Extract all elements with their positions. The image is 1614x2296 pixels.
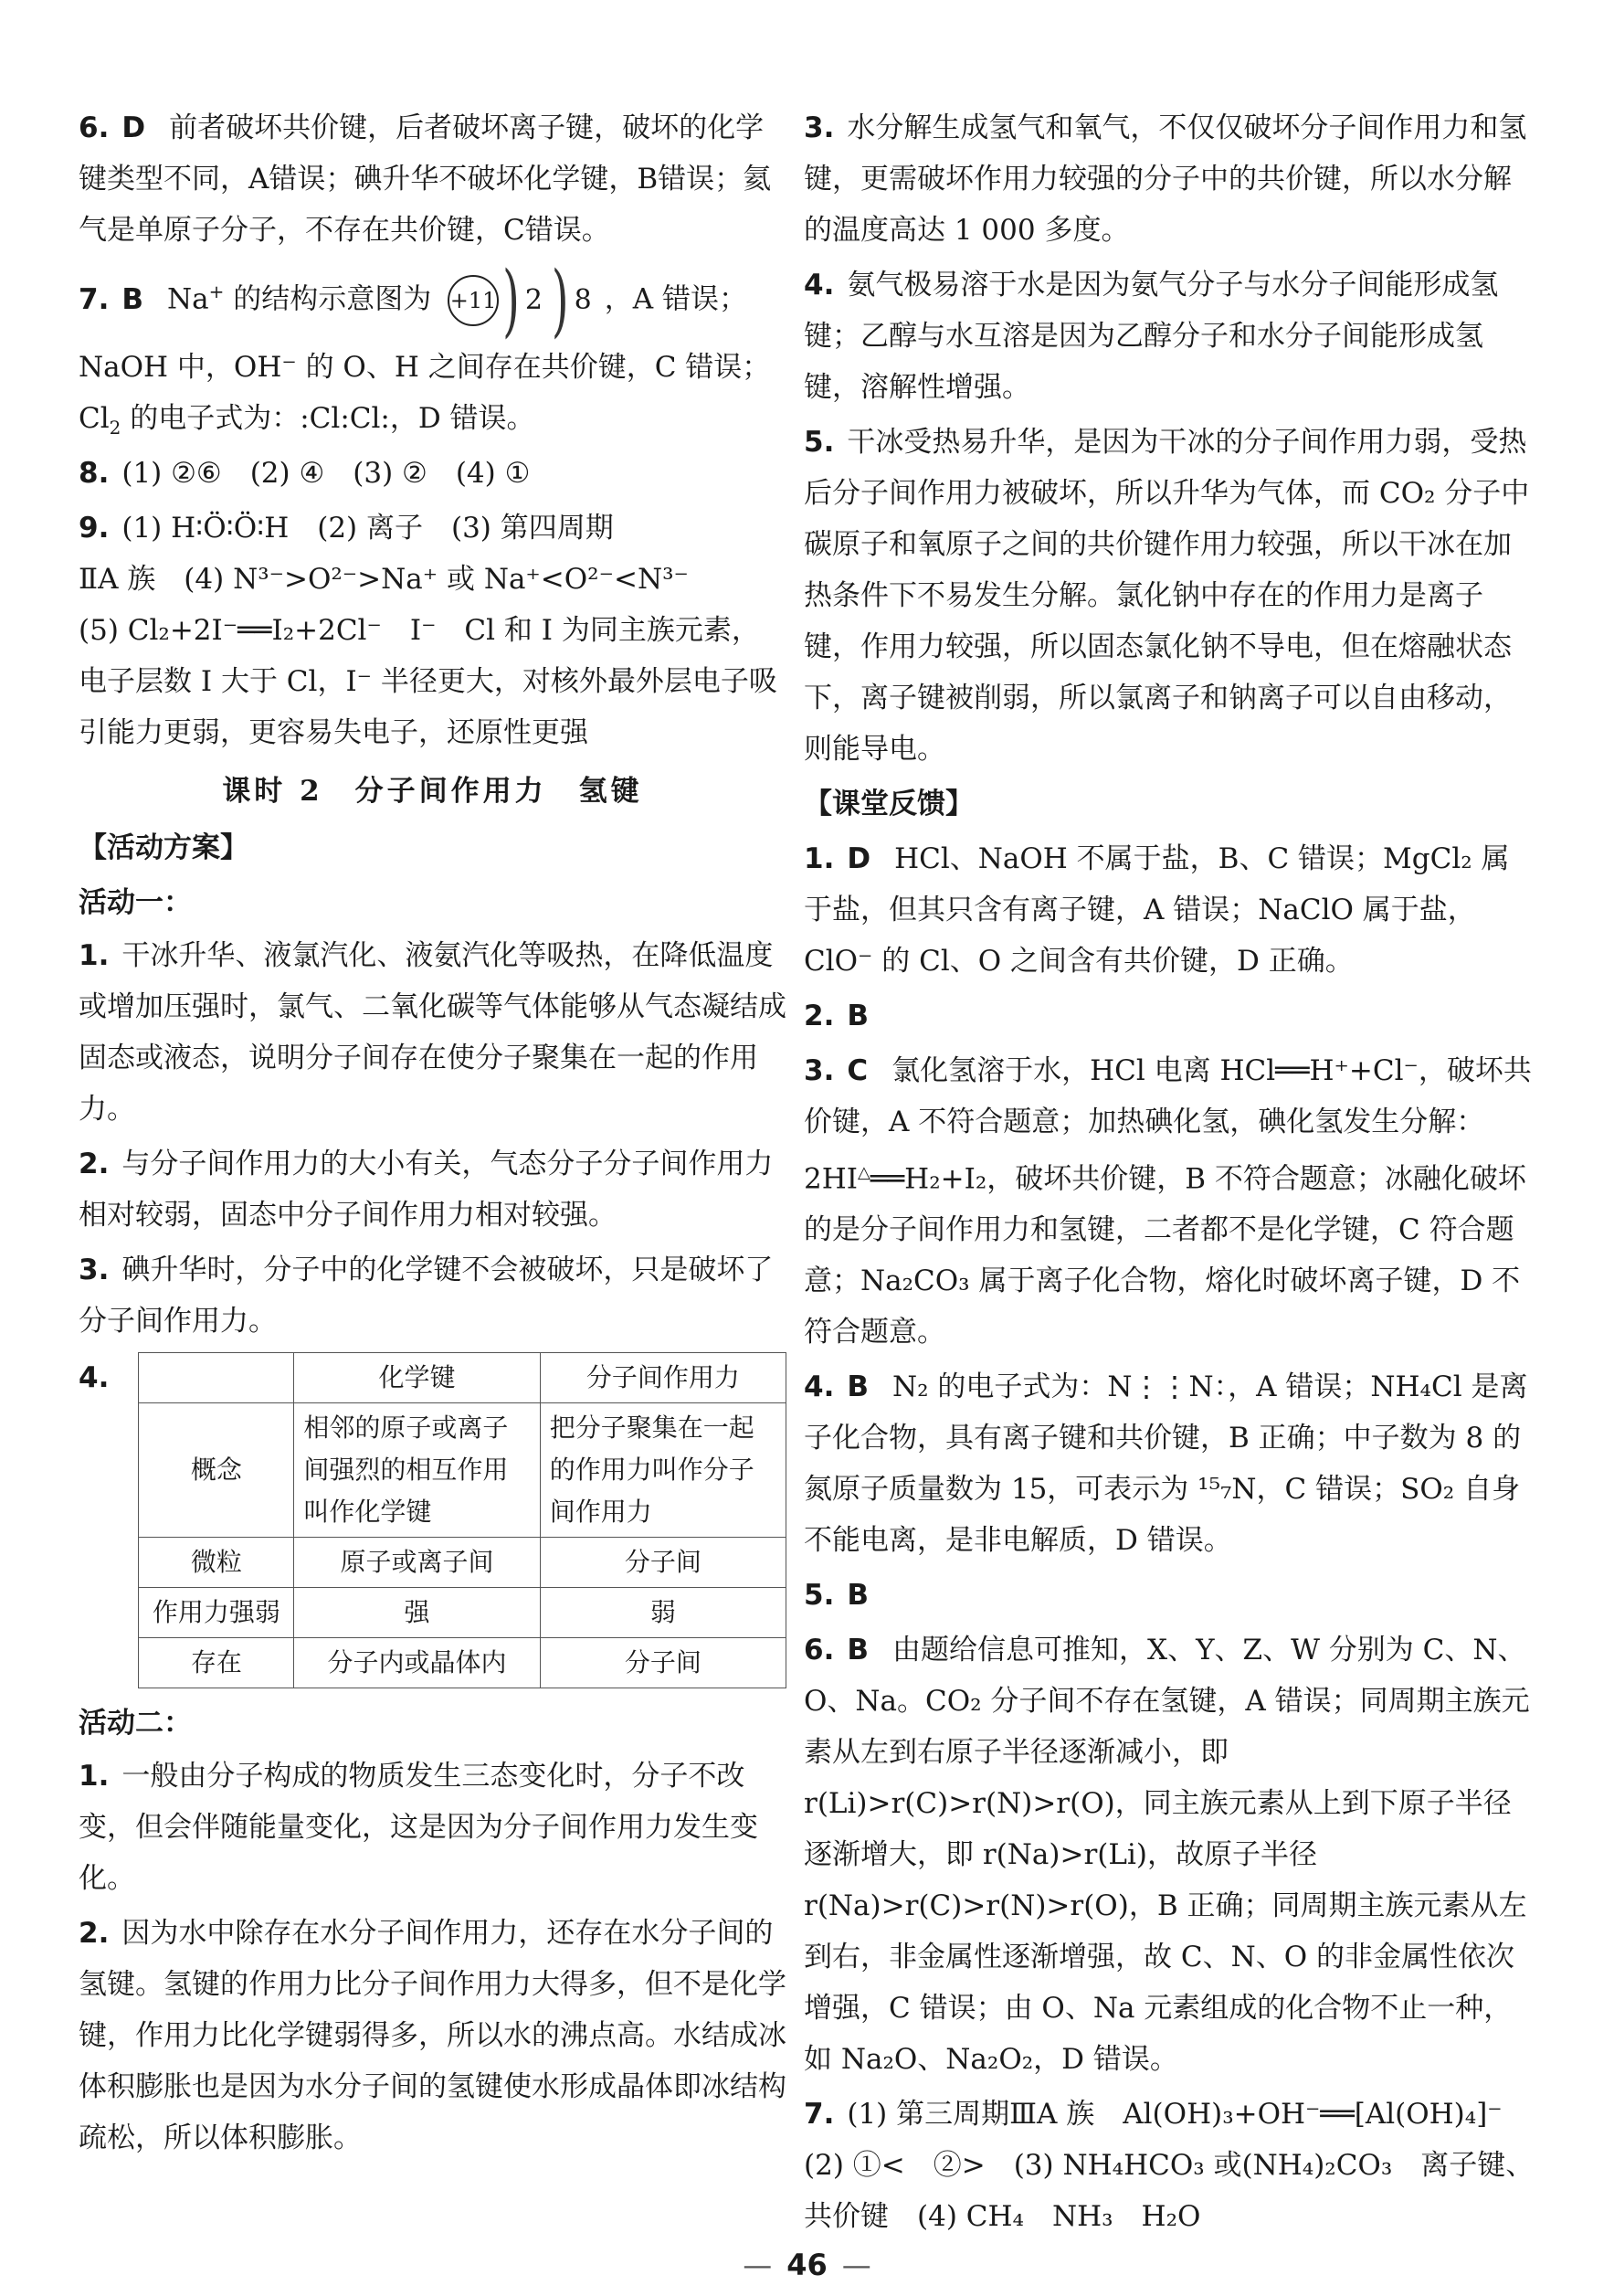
cell: 弱 [540,1588,786,1638]
row-label: 存在 [139,1638,294,1688]
table-row [139,1588,786,1638]
explanation-text: 氯化氢溶于水，HCl 电离 HCl══H⁺+Cl⁻，破坏共价键，A 不符合题意；加热碘化氢，碘化氢发生分解：2HI [804,1054,1532,1196]
item-text: 干冰升华、液氯汽化、液氨汽化等吸热，在降低温度或增加压强时，氯气、二氧化碳等气体能够从气态凝结成固态或液态，说明分子间存在使分子聚集在一起的作用力。 [79,939,786,1126]
explanation-line-2: NaOH 中，OH⁻ 的 O、H 之间存在共价键，C 错误； [79,351,771,384]
electron-formula-caption: 的电子式为： [121,402,301,435]
item-number: 3. [79,1254,110,1286]
feedback-7 [804,2089,1535,2242]
item-number: 2. [79,1917,110,1950]
answer-letter: B [847,1370,869,1404]
comparison-table [138,1352,786,1688]
na-structure-diagram [448,254,597,347]
feedback-6 [804,1624,1535,2085]
activity-two-title: 活动二： [79,1707,192,1740]
cell: 把分子聚集在一起的作用力叫作分子间作用力 [540,1403,786,1538]
item-number: 1. [79,939,110,972]
activity-one-item-2 [79,1138,786,1241]
feedback-4 [804,1361,1535,1566]
item-text: 干冰受热易升华，是因为干冰的分子间作用力弱，受热后分子间作用力被破坏，所以升华为气体，而 CO₂ 分子中碳原子和氧原子之间的共价键作用力较强，所以干冰在加热条件下不易发生分解。氯化钠中存在的作用力是离子键，作用力较强，所以固态氯化钠不导电，但在熔融状态下，离子键被削弱，所以氯离子和钠离子可以自由移动，则能导电。 [804,426,1530,766]
item-number: 5. [804,1579,835,1613]
section-activity-plan: 【活动方案】 [79,831,248,864]
shell-electrons-2: 8 [574,284,592,316]
page-dash-left: — [743,2248,773,2282]
answer-letter: C [847,1054,869,1087]
shell-arc-icon: ) [502,254,520,347]
shell-arc-icon: ) [551,254,569,347]
table-row [139,1403,786,1538]
table-corner [139,1353,294,1403]
answer-6 [79,102,786,256]
explanation-text: 由题给信息可推知，X、Y、Z、W 分别为 C、N、O、Na。CO₂ 分子间不存在氢键，A 错误；同周期主族元素从左到右原子半径逐渐减小，即 r(Li)>r(C)>r(N)>r(O)，同主族元素从上到下原子半径逐渐增大，即 r(Na)>r(Li)，故原子半径 r(Na)>r(C)>r(N)>r(O)，B 正确；同周期主族元素从左到右，非金属性逐渐增强，故 C、N、O 的非金属性依次增强，C 错误；由 O、Na 元素组成的化合物不止一种，如 Na₂O、Na₂O₂，D 错误。 [804,1634,1530,2077]
cell: 分子间 [540,1538,786,1588]
page-number-value: 46 [786,2248,828,2282]
explanation-text: 前者破坏共价键，后者破坏离子键，破坏的化学键类型不同，A错误；碘升华不破坏化学键，B错误；氦气是单原子分子，不存在共价键，C错误。 [79,111,772,247]
answer-9 [79,503,786,758]
answer-line-2: ⅡA 族 (4) N³⁻>O²⁻>Na⁺ 或 Na⁺<O²⁻<N³⁻ [79,563,689,596]
activity-one-item-4 [79,1352,786,1688]
item-number: 5. [804,426,835,459]
activity-one-title: 活动一： [79,886,192,919]
item-number: 9. [79,512,110,545]
item-number: 8. [79,457,110,490]
feedback-5 [804,1570,1535,1621]
answer-letter: B [121,282,143,316]
activity-one-item-1 [79,930,786,1135]
answer-7 [79,254,786,444]
item-number: 4. [79,1361,110,1394]
right-column [804,102,1535,2246]
explanation-text-cont: ══H₂+I₂，破坏共价键，B 不符合题意；冰融化破坏的是分子间作用力和氢键，二者都不是化学键，C 符合题意；Na₂CO₃ 属于离子化合物，熔化时破坏离子键，D 不符合题意。 [804,1162,1526,1349]
answer-letter: D [847,842,871,875]
answer-8 [79,448,786,499]
item-number: 7. [79,282,110,316]
item-number: 2. [79,1148,110,1180]
activity-two-item-2 [79,1908,786,2164]
item-number: 7. [804,2098,835,2132]
activity-two-item-4 [804,259,1535,413]
explanation-text: ，A 错误； [604,282,747,316]
item-number: 3. [804,111,835,144]
item-text: 一般由分子构成的物质发生三态变化时，分子不改变，但会伴随能量变化，这是因为分子间作用力发生变化。 [79,1760,758,1895]
item-number: 1. [79,1760,110,1793]
answer-letter: B [847,1634,869,1667]
na-ion-label: Na [167,282,209,316]
item-number: 3. [804,1054,835,1087]
answer-letter: D [121,111,146,144]
activity-two-item-1 [79,1751,786,1904]
heat-triangle-icon: △ [858,1163,870,1182]
item-text: 因为水中除存在水分子间作用力，还存在水分子间的氢键。氢键的作用力比分子间作用力大得多，但不是化学键，作用力比化学键弱得多，所以水的沸点高。水结成冰体积膨胀也是因为水分子间的氢键使水形成晶体即冰结构疏松，所以体积膨胀。 [79,1917,786,2154]
table-row [139,1638,786,1688]
item-text: 氨气极易溶于水是因为氨气分子与水分子间能形成氢键；乙醇与水互溶是因为乙醇分子和水分子间能形成氢键，溶解性增强。 [804,269,1499,404]
row-label: 作用力强弱 [139,1588,294,1638]
item-text: 与分子间作用力的大小有关，气态分子分子间作用力相对较弱，固态中分子间作用力相对较强。 [79,1148,774,1232]
cell: 分子间 [540,1638,786,1688]
cell: 原子或离子间 [294,1538,540,1588]
cl2-subscript: 2 [109,417,121,439]
cl2-label: Cl [79,402,110,435]
item-number: 1. [804,842,835,875]
activity-two-item-3 [804,102,1535,256]
left-column [79,102,786,2167]
feedback-3 [804,1045,1535,1358]
explanation-text: HCl、NaOH 不属于盐，B、C 错误；MgCl₂ 属于盐，但其只含有离子键，A 错误；NaClO 属于盐，ClO⁻ 的 Cl、O 之间含有共价键，D 正确。 [804,842,1510,978]
header-intermolecular-force: 分子间作用力 [540,1353,786,1403]
answer-text: (1) ②⑥ (2) ④ (3) ② (4) ① [121,457,531,490]
cell: 分子内或晶体内 [294,1638,540,1688]
cell: 强 [294,1588,540,1638]
item-text: 碘升华时，分子中的化学键不会被破坏，只是破坏了分子间作用力。 [79,1254,774,1338]
explanation-text: N₂ 的电子式为：N⋮⋮N：，A 错误；NH₄Cl 是离子化合物，具有离子键和共价键，B 正确；中子数为 8 的氮原子质量数为 15，可表示为 ¹⁵₇N，C 错误；SO₂ 自身不能电离，是非电解质，D 错误。 [804,1370,1528,1558]
answer-line-3: (5) Cl₂+2I⁻══I₂+2Cl⁻ I⁻ Cl 和 I 为同主族元素，电子层数 I 大于 Cl，I⁻ 半径更大，对核外最外层电子吸引能力更弱，更容易失电子，还原性更强 [79,614,777,749]
answer-letter: B [847,1000,869,1032]
answer-text: (1) 第三周期ⅢA 族 Al(OH)₃+OH⁻══[Al(OH)₄]⁻ (2) ①< ②> (3) NH₄HCO₃ 或(NH₄)₂CO₃ 离子键、共价键 (4) CH₄ NH₃ H₂O [804,2098,1535,2234]
shell-electrons-1: 2 [524,284,543,316]
row-label: 概念 [139,1403,294,1538]
cl2-electron-formula: :Cl:Cl: [300,402,390,435]
na-ion-charge: + [208,280,225,303]
feedback-2 [804,990,1535,1042]
explanation-text: ，D 错误。 [389,402,535,435]
item-number: 4. [804,269,835,302]
section-class-feedback: 【课堂反馈】 [804,788,974,820]
activity-two-item-5 [804,417,1535,775]
item-number: 6. [79,111,110,144]
cell: 相邻的原子或离子间强烈的相互作用叫作化学键 [294,1403,540,1538]
item-number: 2. [804,1000,835,1032]
activity-one-item-3 [79,1244,786,1347]
structure-caption: 的结构示意图为 [224,282,432,316]
page-number [0,2248,1614,2282]
answer-letter: B [847,1579,869,1613]
answer-line-1: (1) H∶Ö∶Ö∶H (2) 离子 (3) 第四周期 [121,512,614,545]
table-row [139,1538,786,1588]
item-text: 水分解生成氢气和氧气，不仅仅破坏分子间作用力和氢键，更需破坏作用力较强的分子中的共价键，所以水分解的温度高达 1 000 多度。 [804,111,1527,247]
page-dash-right: — [841,2248,871,2282]
nucleus-circle: +11 [448,275,499,326]
table-header-row [139,1353,786,1403]
header-chemical-bond: 化学键 [294,1353,540,1403]
feedback-1 [804,833,1535,987]
row-label: 微粒 [139,1538,294,1588]
item-number: 6. [804,1634,835,1667]
item-number: 4. [804,1370,835,1404]
lesson-title: 课时 2 分子间作用力 氢键 [222,775,643,808]
